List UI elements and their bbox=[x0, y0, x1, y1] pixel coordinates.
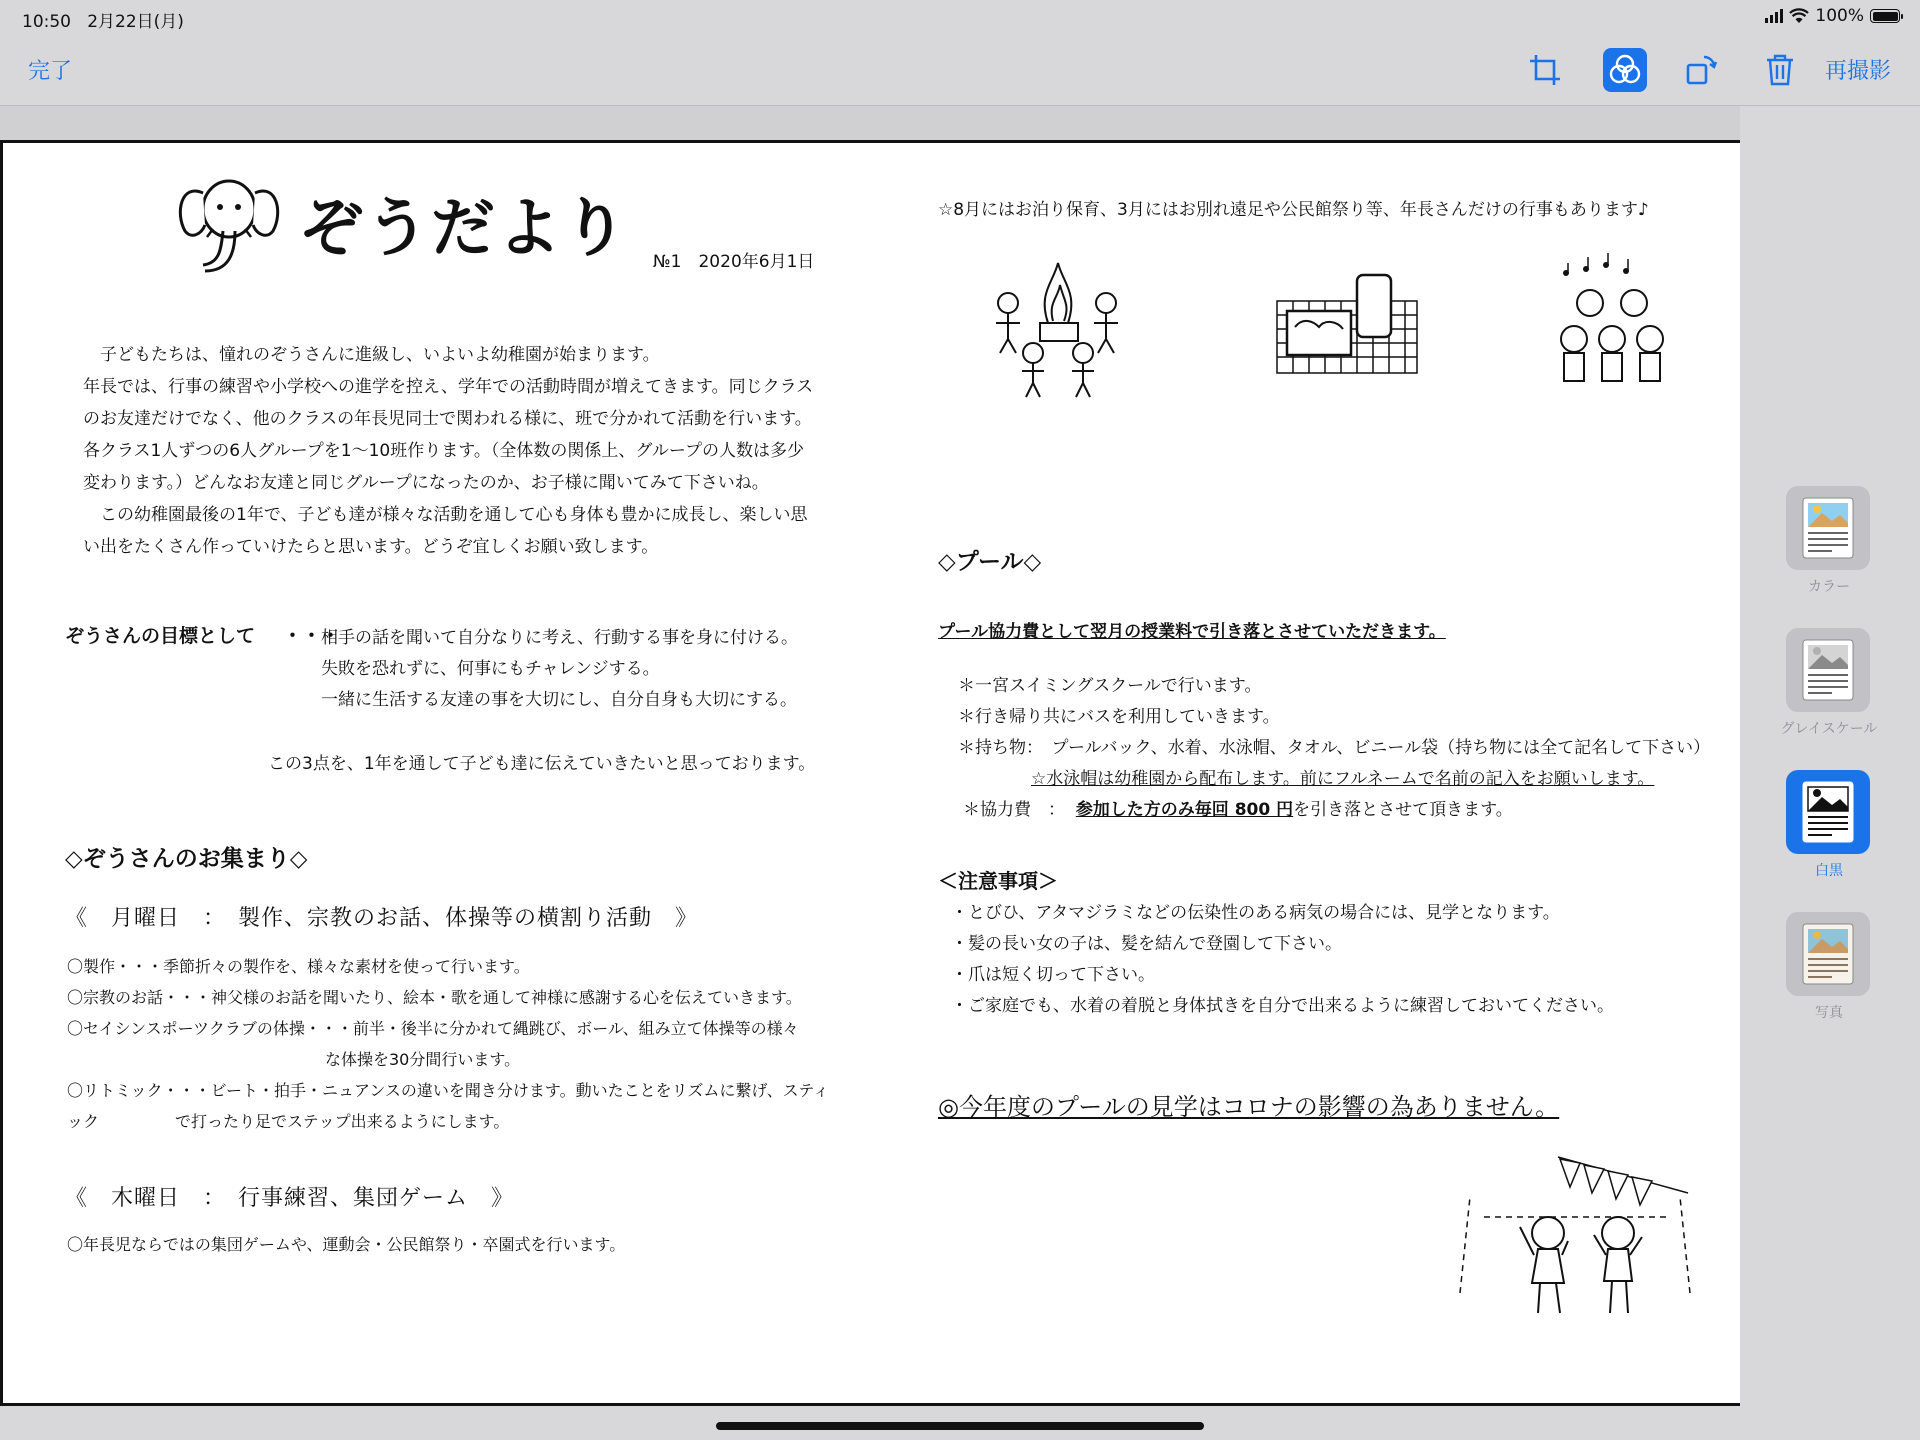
intro-line: この幼稚園最後の1年で、子ども達が様々な活動を通して心も身体も豊かに成長し、楽しい思 bbox=[83, 505, 808, 525]
filter-bw-option[interactable] bbox=[1786, 770, 1872, 880]
pool-item: ＊行き帰り共にバスを利用していきます。 bbox=[958, 707, 1280, 727]
scan-preview bbox=[0, 106, 1740, 1406]
monday-item: 〇リトミック・・・ビート・拍手・ニュアンスの違いを聞き分けます。動いたことをリズムに繋げ、スティック bbox=[67, 1081, 830, 1131]
filter-photo-option[interactable] bbox=[1786, 912, 1872, 1022]
intro-line: 子どもたちは、憧れのぞうさんに進級し、いよいよ幼稚園が始まります。 bbox=[83, 345, 660, 365]
filter-color-label: カラー bbox=[1808, 579, 1850, 595]
goals-note: この3点を、1年を通して子ども達に伝えていきたいと思っております。 bbox=[268, 754, 816, 774]
intro-line: い出をたくさん作っていけたらと思います。どうぞ宜しくお願い致します。 bbox=[83, 537, 659, 557]
filter-button[interactable] bbox=[1603, 48, 1647, 92]
picnic-illustration bbox=[1273, 271, 1423, 381]
intro-line: 年長では、行事の練習や小学校への進学を控え、学年での活動時間が増えてきます。同じクラス bbox=[83, 377, 814, 397]
cellular-signal-icon bbox=[1765, 9, 1783, 23]
filter-panel bbox=[1741, 106, 1920, 1440]
elephant-icon bbox=[173, 173, 285, 273]
pool-fee-line bbox=[963, 795, 1513, 820]
delete-button[interactable] bbox=[1758, 48, 1802, 92]
battery-icon bbox=[1870, 9, 1900, 23]
clock: 10:50 bbox=[22, 12, 71, 32]
retake-button[interactable]: 再撮影 bbox=[1825, 59, 1892, 84]
pool-fee-note: プール協力費として翌月の授業料で引き落とさせていただきます。 bbox=[938, 622, 1446, 642]
thursday-item: 〇年長児ならではの集団ゲームや、運動会・公民館祭り・卒園式を行います。 bbox=[67, 1235, 626, 1254]
title-block bbox=[173, 173, 629, 273]
rotate-button[interactable] bbox=[1679, 48, 1723, 92]
status-indicators bbox=[1765, 6, 1900, 26]
crop-button[interactable] bbox=[1523, 48, 1567, 92]
pool-item: ＊一宮スイミングスクールで行います。 bbox=[958, 676, 1262, 696]
intro-line: 各クラス1人ずつの6人グループを1〜10班作ります。（全体数の関係上、グループの人数は多少 bbox=[83, 441, 804, 461]
monday-item: 〇宗教のお話・・・神父様のお話を聞いたり、絵本・歌を通して神様に感謝する心を伝えていきます。 bbox=[67, 988, 802, 1007]
campfire-illustration bbox=[978, 243, 1138, 403]
battery-percent: 100% bbox=[1815, 6, 1864, 26]
status-bar bbox=[0, 0, 1920, 34]
filter-bw-label: 白黒 bbox=[1815, 863, 1843, 879]
swim-cap-note: ☆水泳帽は幼稚園から配布します。前にフルネームで名前の記入をお願いします。 bbox=[1031, 769, 1655, 789]
status-date: 2月22日(月) bbox=[87, 12, 184, 32]
filter-grayscale-label: グレイスケール bbox=[1780, 721, 1878, 737]
goal-item: 一緒に生活する友達の事を大切にし、自分自身も大切にする。 bbox=[321, 690, 797, 710]
photo-filter-icon bbox=[1786, 912, 1870, 996]
monday-item: 〇セイシンスポーツクラブの体操・・・前半・後半に分かれて縄跳び、ボール、組み立て体操等の様々 bbox=[67, 1019, 799, 1038]
scanned-document bbox=[0, 140, 1740, 1406]
rotate-icon bbox=[1684, 53, 1718, 87]
monday-item: で打ったり足でステップ出来るようにします。 bbox=[175, 1112, 510, 1131]
notes-item: ・とびひ、アタマジラミなどの伝染性のある病気の場合には、見学となります。 bbox=[951, 903, 1560, 923]
notes-heading: ＜注意事項＞ bbox=[938, 869, 1058, 893]
color-filter-icon bbox=[1786, 486, 1870, 570]
goal-item: 相手の話を聞いて自分なりに考え、行動する事を身に付ける。 bbox=[321, 628, 799, 648]
goals-label: ぞうさんの目標として bbox=[65, 625, 256, 647]
notes-item: ・ご家庭でも、水着の着脱と身体拭きを自分で出来るように練習しておいてください。 bbox=[951, 996, 1614, 1016]
done-button[interactable]: 完了 bbox=[28, 59, 73, 84]
grayscale-filter-icon bbox=[1786, 628, 1870, 712]
goals-dots: ・・・ bbox=[283, 625, 341, 647]
bw-filter-icon bbox=[1786, 770, 1870, 854]
filter-color-option[interactable] bbox=[1786, 486, 1872, 596]
filter-photo-label: 写真 bbox=[1815, 1005, 1843, 1021]
pool-children-illustration bbox=[1448, 1153, 1708, 1323]
home-indicator[interactable] bbox=[716, 1422, 1204, 1430]
thursday-heading: 《 木曜日 ： 行事練習、集団ゲーム 》 bbox=[65, 1186, 515, 1211]
intro-paragraph bbox=[83, 339, 823, 563]
gathering-heading: ◇ぞうさんのお集まり◇ bbox=[65, 846, 308, 872]
pool-heading: ◇プール◇ bbox=[938, 549, 1042, 575]
events-note: ☆8月にはお泊り保育、3月にはお別れ遠足や公民館祭り等、年長さんだけの行事もあります♪ bbox=[938, 200, 1649, 220]
pool-fee-label: ＊協力費 ： bbox=[963, 800, 1065, 820]
pool-visit-notice: ◎今年度のプールの見学はコロナの影響の為ありません。 bbox=[938, 1093, 1560, 1121]
pool-fee-suffix: を引き落とさせて頂きます。 bbox=[1293, 800, 1513, 820]
intro-line: 変わります。）どんなお友達と同じグループになったのか、お子様に聞いてみて下さいね。 bbox=[83, 473, 769, 493]
pool-fee-amount: 参加した方のみ毎回 800 円 bbox=[1075, 800, 1294, 820]
filter-icon bbox=[1607, 52, 1643, 88]
notes-item: ・爪は短く切って下さい。 bbox=[951, 965, 1155, 985]
scan-toolbar bbox=[0, 34, 1920, 106]
goal-item: 失敗を恐れずに、何事にもチャレンジする。 bbox=[321, 659, 660, 679]
singing-children-illustration bbox=[1558, 243, 1678, 403]
status-time bbox=[22, 7, 184, 32]
monday-heading: 《 月曜日 ： 製作、宗教のお話、体操等の横割り活動 》 bbox=[65, 906, 699, 931]
trash-icon bbox=[1764, 53, 1796, 87]
monday-item: 〇製作・・・季節折々の製作を、様々な素材を使って行います。 bbox=[67, 957, 530, 976]
notes-item: ・髪の長い女の子は、髪を結んで登園して下さい。 bbox=[951, 934, 1342, 954]
pool-item: ＊持ち物： プールバック、水着、水泳帽、タオル、ビニール袋（持ち物には全て記名して下さい） bbox=[958, 738, 1711, 758]
issue-number-date: №1 2020年6月1日 bbox=[653, 252, 815, 272]
wifi-icon bbox=[1789, 8, 1809, 24]
filter-grayscale-option[interactable] bbox=[1780, 628, 1878, 738]
intro-line: のお友達だけでなく、他のクラスの年長児同士で関われる様に、班で分かれて活動を行います。 bbox=[83, 409, 812, 429]
monday-item: な体操を30分間行います。 bbox=[325, 1050, 521, 1069]
newsletter-title: ぞうだより bbox=[299, 192, 629, 266]
crop-icon bbox=[1528, 53, 1562, 87]
